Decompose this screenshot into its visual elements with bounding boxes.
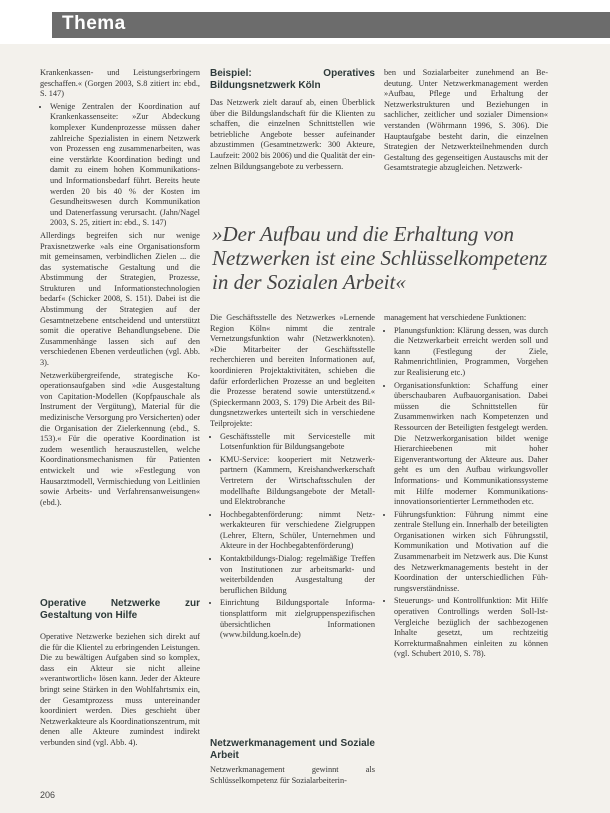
col1-paragraph-2: Netzwerkübergreifende, strategische Kooperationsaufgaben sind »die Ausgestaltung von Capitation-Modellen (Kopfpauschale als Instrument der Vergütung), Material für die medizinische Versorgung pro Versicherten) oder die Organisation der Zielerkennung (ebd., S. 153).« Für die operative Koordination ist zudem wesentlich herauszustellen, welche Koordinationsmechanismen für Patienten entwickelt und wie »Festlegung von Hausarztmodell, Vermischiedung von Leitlinien sowie Arbeits- und Verfahrensanweisungen« (ebd.). [40, 370, 200, 507]
section-management-heading-block [210, 738, 375, 768]
column-2-top [210, 68, 375, 174]
column-3-top [384, 68, 548, 176]
col1-list [40, 102, 200, 229]
section-operative-body [40, 632, 200, 751]
section-management-heading: Netzwerkmanagement und Soziale Arbeit [210, 738, 375, 761]
list-item: • Planungsfunktion: Klärung dessen, was durch die Netzwerkarbeit erreicht werden soll und kann (Festlegung der Ziele, Rahmenrichtlinien, Programmen, Vorgehen zur Realisierung etc.) [394, 326, 548, 379]
col2b-intro: Die Geschäftsstelle des Netzwerkes »Lernende Region Köln« nimmt die zentrale Vernetzungsfunktion wahr (Netzwerkknoten). »Die Mitarbeiter der Geschäftsstelle recherchieren und bereiten Informationen auf, koordinieren Projektaktivitäten, schieben die dafür erforderlichen Prozesse an und begleiten die Prozesse beratend sowie unterstützend.« (Spieckermann 2003, S. 179) Die Arbeit des Bildungsnetzwerkes unterteilt sich in verschiedene Teilprojekte: [210, 313, 375, 428]
example-heading: Beispiel: Operatives Bildungsnetzwerk Köln [210, 68, 375, 91]
list-item: • Hochbegabtenförderung: nimmt Netzwerkakteuren für verschiedene Zielgruppen (Lehrer, Eltern, Schüler, Unternehmen und Akteure in der Hochbegabtenförderung) [220, 510, 375, 552]
col1-paragraph-1: Allerdings begreifen sich nur wenige Praxisnetzwerke »als eine Organisationsform mit gemeinsamen, verbindlichen Zielen ... die das systematische Gestaltung und die Abstimmung der Strategien, Prozesse, Strukturen und Informationstechnologien bedarf« (Schicker 2008, S. 151). Dabei ist die Abstimmung der Strategien auf der Gesamtnetzebene entscheidend und unterstützt somit die operative Behandlungsebene. Die Zusammenhänge lassen sich auf den verschiedenen Ebenen verdeutlichen (vgl. Abb. 3). [40, 230, 200, 368]
list-item: • Einrichtung Bildungsportale Informationsplattform mit zielgruppenspezifischen übersichtlichen Informationen (www.bildung.koeln.de) [220, 598, 375, 640]
section-operative-text: Operative Netzwerke beziehen sich direkt auf die für die Klientel zu erbringenden Leistungen. Die zu bewältigen Aufgaben sind so komplex, dass ein Akteur sie nicht alleine »verantwortlich« lösen kann. Jeder der Akteure bringt seine Stärken in den Wohlfahrtsmix ein, der Gesamtprozess muss untereinander koordiniert werden. Dies geschieht über Netzwerkakteure als Koordinationszentrum, mit denen alle Akteure zumindest indirekt verbunden sind (vgl. Abb. 4). [40, 632, 200, 747]
column-3-bottom [384, 313, 548, 662]
column-1 [40, 68, 200, 510]
column-2-bottom [210, 313, 375, 643]
list-item: • KMU-Service: kooperiert mit Netzwerkpartnern (Kammern, Kreishandwerkerschaft Vertretern der Wirtschaftsschulen der modellhafte Bildungsangebote der Metall- und Elektrobranche [220, 455, 375, 508]
section-header-band [52, 12, 610, 38]
col3b-intro: management hat verschiedene Funktionen: [384, 313, 527, 322]
col3-text: ben und Sozialarbeiter zunehmend an Bedeutung. Unter Netzwerkmanagement werden »Aufbau, Pflege und Erhaltung der Netzwerkstrukturen und Beziehungen in sachlicher, zeitlicher und sozialer Dimension« verstanden (Wöhrmann 1996, S. 306). Die Hauptaufgabe besteht darin, die einzelnen Strategien der Netzwerkteilnehmenden durch Gestaltung des gegenseitigen Austauschs mit der Gesamtstrategie abzugleichen. Netzwerk- [384, 68, 548, 173]
section-header-label: Thema [62, 13, 126, 34]
section-operative-heading-block [40, 598, 200, 628]
list-item: • Organisationsfunktion: Schaffung einer überschaubaren Aufbauorganisation. Dabei müssen die Schnittstellen für Zusammenwirken nach Kompetenzen und Ressourcen der Beteiligten festgelegt werden. Die Netzwerkorganisation bildet wenige Hierarchieebenen mit hoher Eigenverantwortung der Akteure aus. Daher geht es um den Aufbau wirkungsvoller Informations- und Kommunikationssysteme mit Hilfe moderner Kommunikations- innovationsorientierter Lernmethoden etc. [394, 381, 548, 508]
col3b-list [384, 326, 548, 660]
col1-bullet: • Wenige Zentralen der Koordination auf Krankenkassenseite: »Zur Abdeckung komplexer Kundenprozesse müssen daher zahlreiche Spezialisten in einem Netzwerk von Prozessen eng zusammenarbeiten, was eine verstärkte Koordination bedingt und damit zu einem hohen Kommunikations- und Informationsbedarf führt. Bereits heute werden 20 bis 40 % der Kosten im Gesundheitswesen durch Kommunikation und Datenerfassung verursacht. (Jahn/Nagel 2003, S. 25, zitiert in: ebd., S. 147) [50, 102, 200, 229]
section-operative-heading: Operative Netzwerke zur Gestaltung von Hilfe [40, 598, 200, 621]
section-management-body [210, 765, 375, 788]
col2b-list [210, 432, 375, 641]
pull-quote: »Der Aufbau und die Erhaltung von Netzwerken ist eine Schlüsselkompetenz in der Sozialen Arbeit« [212, 222, 548, 294]
list-item: • Kontaktbildungs-Dialog: regelmäßige Treffen von Institutionen zur arbeitsmarkt- und weiterbildenden Ausgestaltung der beruflichen Bildung [220, 554, 375, 596]
example-text: Das Netzwerk zielt darauf ab, einen Überblick über die Bildungslandschaft für die Klienten zu schaffen, die einzelnen Schnittstellen wie betriebliche Angebote besser aufeinander abzustimmen (Gesamtnetzwerk: 300 Akteure, Laufzeit: 2002 bis 2006) und die Qualität der einzelnen Bildungsangebote zu verbessern. [210, 98, 375, 171]
section-management-text: Netzwerkmanagement gewinnt als Schlüsselkompetenz für Sozialarbeiterin- [210, 765, 375, 785]
col1-intro: Krankenkassen- und Leistungserbringern geschaffen.« (Gorgen 2003, S.8 zitiert in: ebd., S. 147) [40, 68, 200, 99]
list-item: • Steuerungs- und Kontrollfunktion: Mit Hilfe operativen Controllings werden Soll-Ist-Vergleiche bezüglich der sachbezogenen Inhalte gesetzt, um rechtzeitig Korrekturmaßnahmen einleiten zu können (vgl. Schubert 2010, S. 78). [394, 596, 548, 660]
list-item: • Führungsfunktion: Führung nimmt eine zentrale Stellung ein. Innerhalb der beteiligten Organisationen wirken sich Führungsstil, Kommunikation und Motivation auf die Zusammenarbeit im Netzwerk aus. Die Kunst des Netzwerkmanagements besteht in der Koordination der unterschiedlichen Führungsverständnisse. [394, 510, 548, 595]
page-number: 206 [40, 790, 56, 800]
list-item: • Geschäftsstelle mit Servicestelle mit Lotsenfunktion für Bildungsangebote [220, 432, 375, 453]
